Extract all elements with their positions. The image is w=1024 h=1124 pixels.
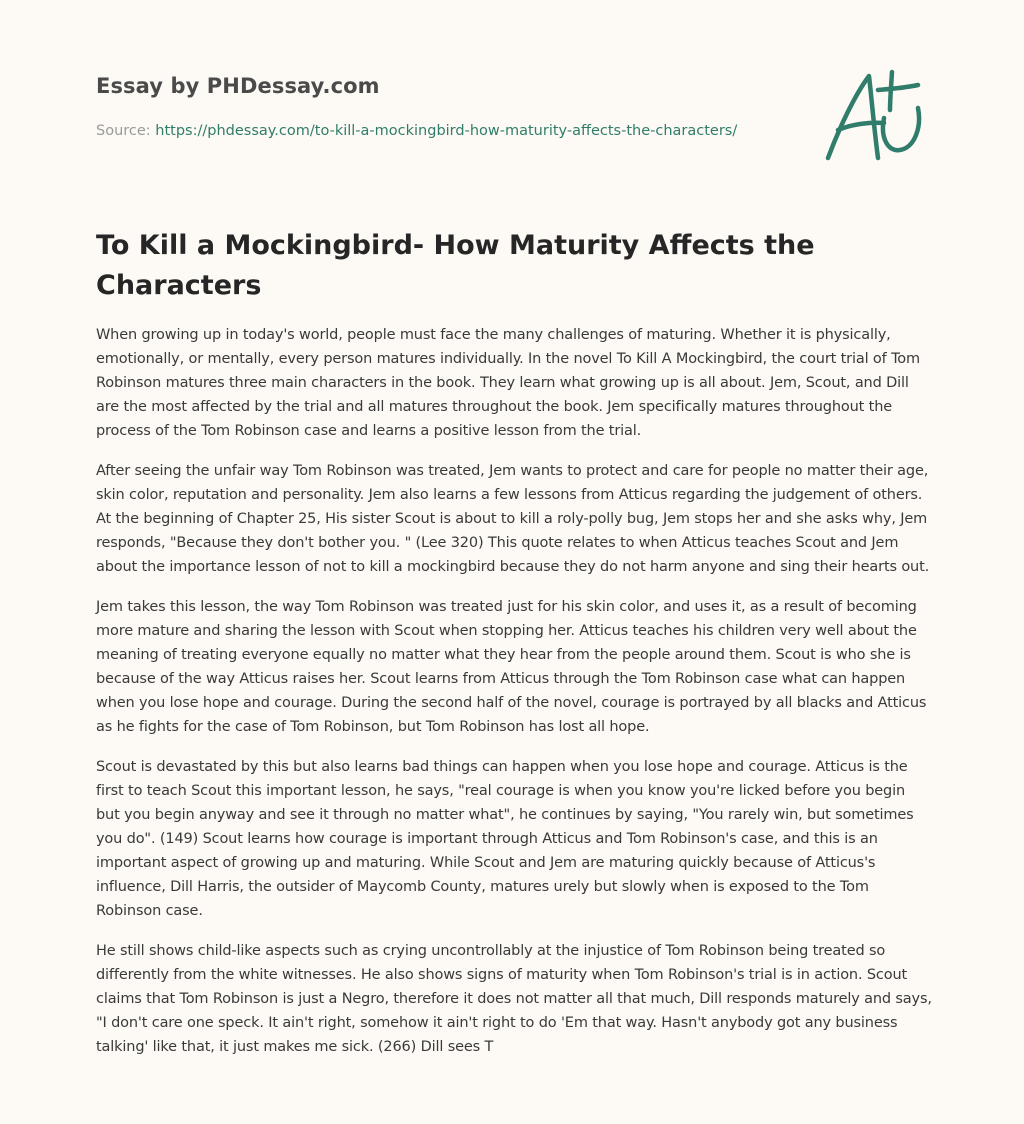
site-brand: Essay by PHDessay.com xyxy=(96,74,380,98)
a-plus-grade-icon xyxy=(822,66,932,166)
essay-paragraph: After seeing the unfair way Tom Robinson was treated, Jem wants to protect and care for people no matter their age, skin color, reputation and personality. Jem also learns a few lessons from Atticus regarding the judgement of others. At the beginning of Chapter 25, His sister Scout is about to kill a roly-polly bug, Jem stops her and she asks why, Jem responds, "Because they don't bother you. " (Lee 320) This quote relates to when Atticus teaches Scout and Jem about the importance lesson of not to kill a mockingbird because they do not harm anyone and sing their hearts out. xyxy=(96,463,930,575)
source-link[interactable]: https://phdessay.com/to-kill-a-mockingbird-how-maturity-affects-the-characters/ xyxy=(155,123,738,139)
source-line xyxy=(96,123,737,139)
essay-paragraph: When growing up in today's world, people must face the many challenges of maturing. Whether it is physically, emotionally, or mentally, every person matures individually. In the novel To Kill A Mockingbird, the court trial of Tom Robinson matures three main characters in the book. They learn what growing up is all about. Jem, Scout, and Dill are the most affected by the trial and all matures throughout the book. Jem specifically matures throughout the process of the Tom Robinson case and learns a positive lesson from the trial. xyxy=(96,327,921,439)
essay-title: To Kill a Mockingbird- How Maturity Affects the Characters xyxy=(96,230,815,301)
essay-paragraph: Jem takes this lesson, the way Tom Robinson was treated just for his skin color, and uses it, as a result of becoming more mature and sharing the lesson with Scout when stopping her. Atticus teaches his children very well about the meaning of treating everyone equally no matter what they hear from the people around them. Scout is who she is because of the way Atticus raises her. Scout learns from Atticus through the Tom Robinson case what can happen when you lose hope and courage. During the second half of the novel, courage is portrayed by all blacks and Atticus as he fights for the case of Tom Robinson, but Tom Robinson has lost all hope. xyxy=(96,599,927,735)
essay-paragraph: Scout is devastated by this but also learns bad things can happen when you lose hope and courage. Atticus is the first to teach Scout this important lesson, he says, "real courage is when you know you're licked before you begin but you begin anyway and see it through no matter what", he continues by saying, "You rarely win, but sometimes you do". (149) Scout learns how courage is important through Atticus and Tom Robinson's case, and this is an important aspect of growing up and maturing. While Scout and Jem are maturing quickly because of Atticus's influence, Dill Harris, the outsider of Maycomb County, matures urely but slowly when is exposed to the Tom Robinson case. xyxy=(96,759,914,919)
essay-body xyxy=(96,323,932,1075)
source-label: Source: xyxy=(96,123,156,139)
essay-paragraph: He still shows child-like aspects such as crying uncontrollably at the injustice of Tom Robinson being treated so differently from the white witnesses. He also shows signs of maturity when Tom Robinson's trial is in action. Scout claims that Tom Robinson is just a Negro, therefore it does not matter all that much, Dill responds maturely and says, "I don't care one speck. It ain't right, somehow it ain't right to do 'Em that way. Hasn't anybody got any business talking' like that, it just makes me sick. (266) Dill sees T xyxy=(96,943,932,1055)
